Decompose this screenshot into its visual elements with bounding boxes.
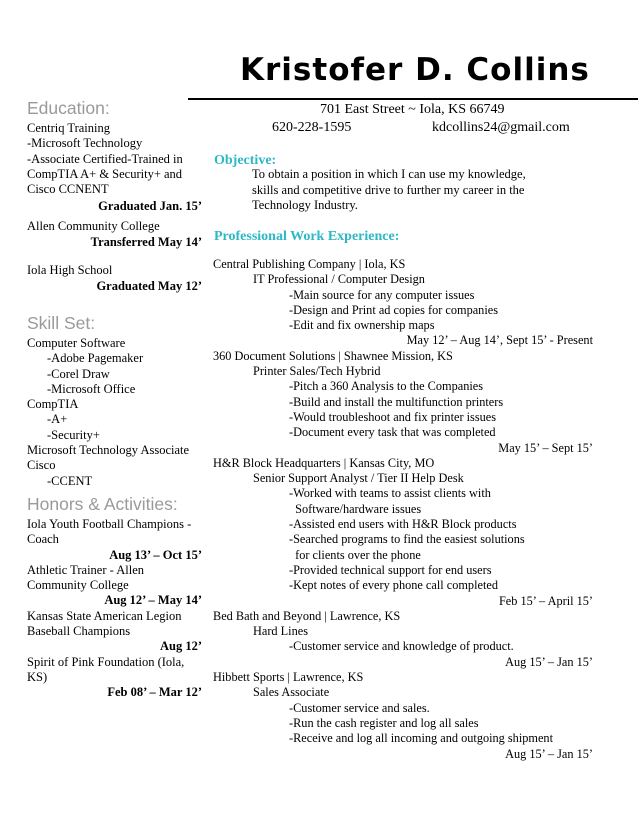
- honor-date: Feb 08’ – Mar 12’: [107, 685, 202, 700]
- skill-line: -Microsoft Office: [47, 381, 136, 396]
- honor-line: KS): [27, 669, 48, 684]
- phone: 620-228-1595: [272, 120, 352, 135]
- job-company: Central Publishing Company | Iola, KS: [213, 257, 406, 271]
- skill-line: -CCENT: [47, 473, 93, 488]
- job-duty: -Main source for any computer issues: [289, 287, 475, 302]
- education-line: Iola High School: [27, 263, 113, 277]
- honor-date: Aug 12’ – May 14’: [104, 593, 202, 608]
- skills-list: [27, 336, 202, 489]
- header-rule: [188, 98, 638, 100]
- job-date: May 15’ – Sept 15’: [498, 440, 593, 455]
- address: 701 East Street ~ Iola, KS 66749: [320, 102, 505, 117]
- skills-heading: Skill Set:: [27, 313, 96, 333]
- job-duty: -Receive and log all incoming and outgoing shipment: [289, 731, 553, 746]
- job-company: Hibbett Sports | Lawrence, KS: [213, 670, 364, 685]
- honor-date: Aug 12’: [159, 639, 202, 654]
- honor-line: Baseball Champions: [27, 624, 131, 639]
- education-date: Graduated Jan. 15’: [98, 199, 202, 214]
- education-line: CompTIA A+ & Security+ and: [27, 166, 183, 181]
- job-date: Aug 15’ – Jan 15’: [505, 746, 593, 761]
- job-duty: Software/hardware issues: [289, 501, 422, 516]
- skill-line: CompTIA: [27, 397, 79, 412]
- candidate-name: Kristofer D. Collins: [240, 52, 590, 88]
- job-duty: -Customer service and sales.: [289, 700, 430, 715]
- job-date: Feb 15’ – April 15’: [498, 593, 593, 608]
- honor-line: Athletic Trainer - Allen: [27, 562, 144, 577]
- skill-line: -Adobe Pagemaker: [47, 351, 144, 366]
- education-line: Cisco CCNENT: [27, 182, 109, 197]
- education-date: Transferred May 14’: [90, 235, 202, 250]
- honors-heading: Honors & Activities:: [27, 494, 178, 514]
- education-heading: Education:: [27, 98, 110, 118]
- skill-line: -Security+: [47, 427, 100, 442]
- education-item: [27, 263, 202, 295]
- job-duty: -Would troubleshoot and fix printer issues: [289, 409, 496, 424]
- job-duty: -Assisted end users with H&R Block products: [289, 517, 517, 532]
- job-company: Bed Bath and Beyond | Lawrence, KS: [213, 608, 401, 623]
- education-date: Graduated May 12’: [96, 279, 202, 294]
- education-item: [27, 121, 202, 215]
- job-title: Printer Sales/Tech Hybrid: [253, 364, 381, 379]
- experience-list: [213, 257, 593, 762]
- job-duty: -Document every task that was completed: [289, 425, 496, 440]
- job-date: May 12’ – Aug 14’, Sept 15’ - Present: [406, 333, 593, 348]
- skill-line: Microsoft Technology Associate: [27, 443, 190, 458]
- skill-line: Cisco: [27, 458, 56, 473]
- job-duty: -Pitch a 360 Analysis to the Companies: [289, 379, 483, 394]
- job-date: Aug 15’ – Jan 15’: [505, 654, 593, 669]
- job-title: Hard Lines: [253, 624, 308, 639]
- skill-line: Computer Software: [27, 336, 126, 350]
- honors-list: [27, 517, 202, 701]
- objective-text: To obtain a position in which I can use my knowledge, skills and competitive drive to further my career in the Technology Industry.: [252, 167, 526, 212]
- honor-line: Spirit of Pink Foundation (Iola,: [27, 654, 185, 669]
- experience-heading: Professional Work Experience:: [214, 229, 400, 244]
- job-duty: -Worked with teams to assist clients with: [289, 486, 491, 501]
- job-title: IT Professional / Computer Design: [253, 272, 425, 287]
- email: kdcollins24@gmail.com: [432, 120, 570, 135]
- education-line: -Microsoft Technology: [27, 136, 143, 151]
- job-title: Sales Associate: [253, 685, 330, 700]
- honor-line: Iola Youth Football Champions -: [27, 517, 192, 531]
- job-duty: -Run the cash register and log all sales: [289, 715, 479, 730]
- honor-line: Coach: [27, 532, 59, 547]
- job-duty: for clients over the phone: [289, 547, 421, 562]
- job-company: 360 Document Solutions | Shawnee Mission, KS: [213, 348, 453, 363]
- skill-line: -Corel Draw: [47, 366, 110, 381]
- job-company: H&R Block Headquarters | Kansas City, MO: [213, 455, 435, 470]
- education-line: Centriq Training: [27, 121, 110, 135]
- honor-line: Kansas State American Legion: [27, 608, 182, 623]
- job-duty: -Edit and fix ownership maps: [289, 318, 435, 333]
- job-duty: -Customer service and knowledge of product.: [289, 639, 514, 654]
- honor-date: Aug 13’ – Oct 15’: [109, 547, 202, 562]
- job-duty: -Searched programs to find the easiest solutions: [289, 532, 525, 547]
- job-duty: -Kept notes of every phone call completed: [289, 578, 498, 593]
- skill-line: -A+: [47, 412, 68, 427]
- job-duty: -Provided technical support for end users: [289, 562, 492, 577]
- honor-line: Community College: [27, 578, 129, 593]
- job-duty: -Design and Print ad copies for companies: [289, 302, 498, 317]
- education-line: -Associate Certified-Trained in: [27, 151, 183, 166]
- job-duty: -Build and install the multifunction printers: [289, 394, 504, 409]
- education-item: [27, 219, 202, 251]
- objective-heading: Objective:: [214, 153, 277, 168]
- education-line: Allen Community College: [27, 219, 160, 233]
- job-title: Senior Support Analyst / Tier II Help Desk: [253, 471, 464, 486]
